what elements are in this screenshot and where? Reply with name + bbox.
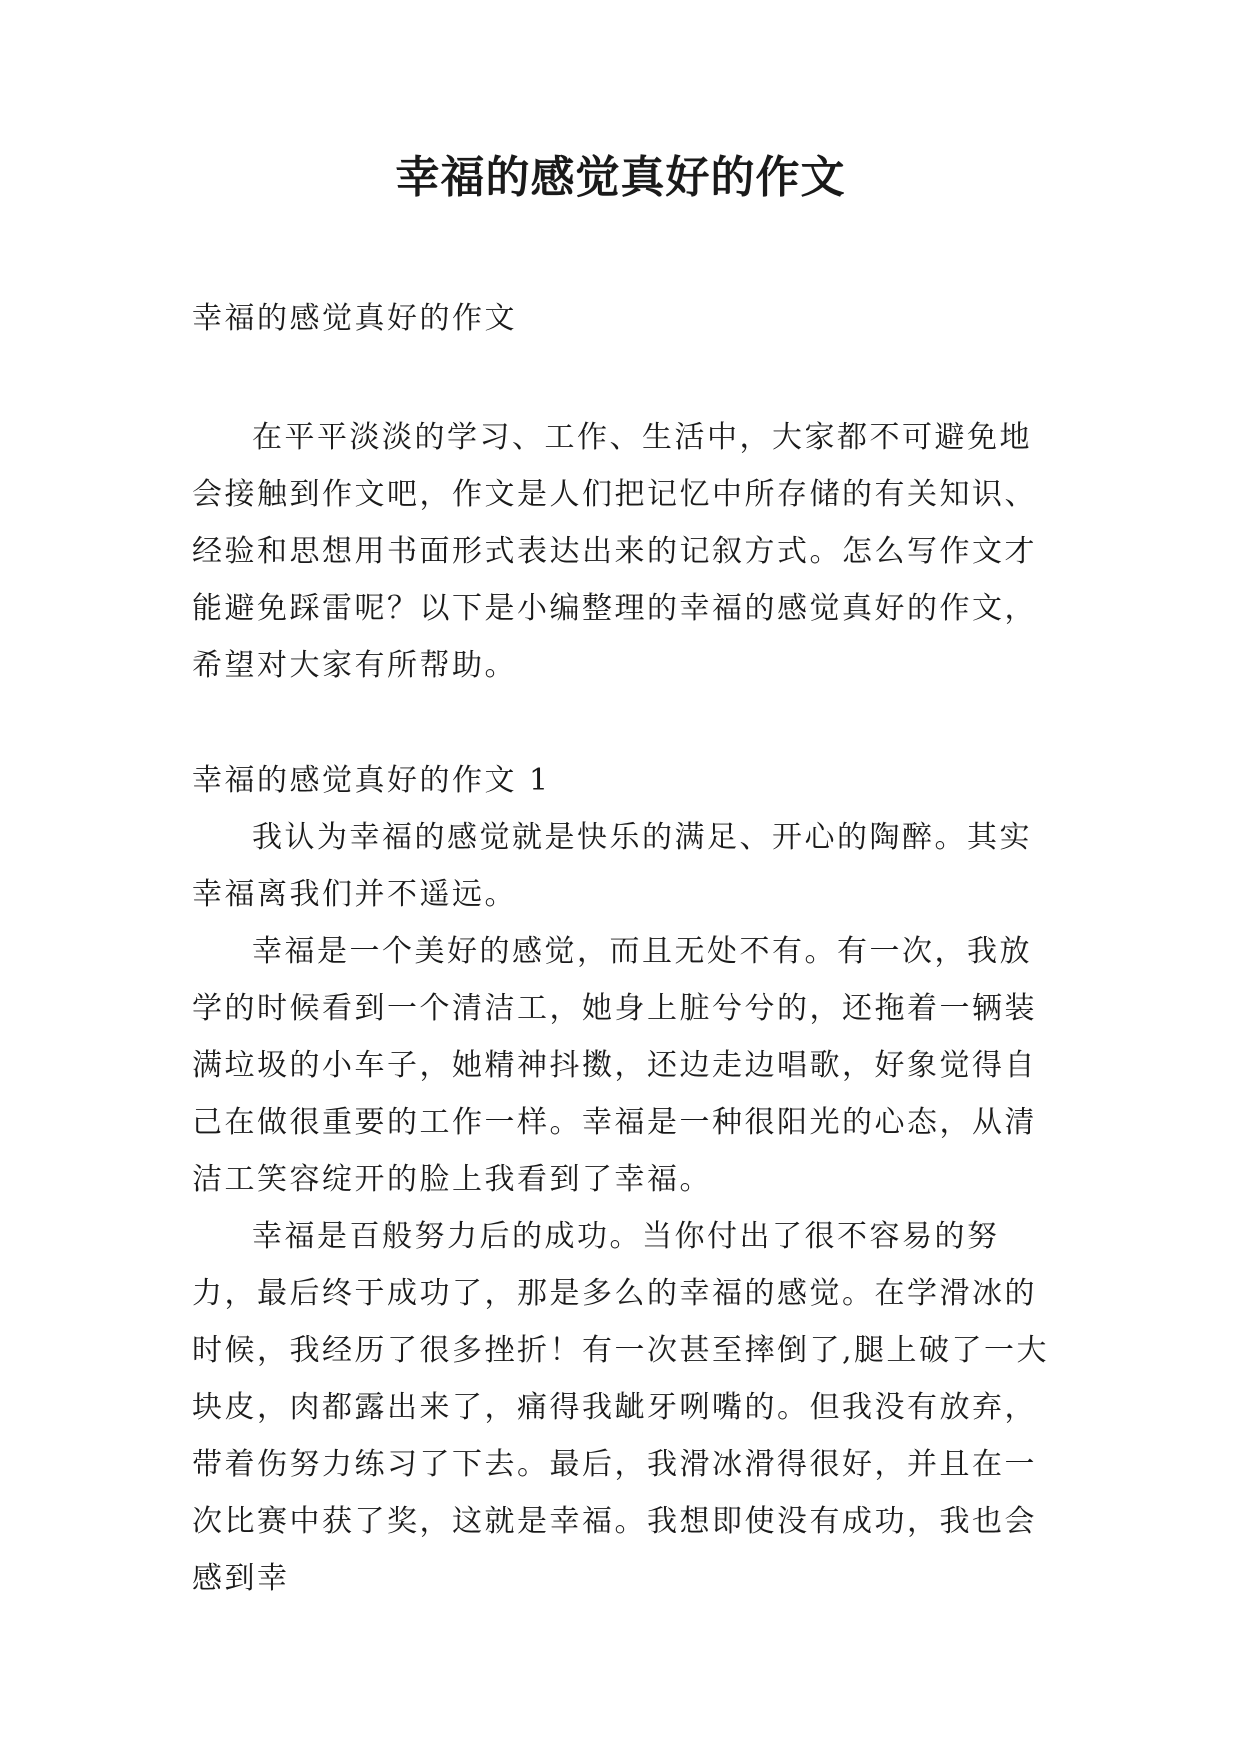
document-title: 幸福的感觉真好的作文 xyxy=(395,152,846,203)
section-heading: 幸福的感觉真好的作文 1 xyxy=(192,763,551,798)
intro-paragraph: 在平平淡淡的学习、工作、生活中，大家都不可避免地会接触到作文吧，作文是人们把记忆中所存储的有关知识、经验和思想用书面形式表达出来的记叙方式。怎么写作文才能避免踩雷呢？以下是小编整理的幸福的感觉真好的作文，希望对大家有所帮助。 xyxy=(192,420,1037,683)
body-paragraph-2: 幸福是一个美好的感觉，而且无处不有。有一次，我放学的时候看到一个清洁工，她身上脏兮兮的，还拖着一辆装满垃圾的小车子，她精神抖擞，还边走边唱歌，好象觉得自己在做很重要的工作一样。幸福是一种很阳光的心态，从清洁工笑容绽开的脸上我看到了幸福。 xyxy=(192,934,1037,1197)
body-paragraph-3: 幸福是百般努力后的成功。当你付出了很不容易的努力，最后终于成功了，那是多么的幸福的感觉。在学滑冰的时候，我经历了很多挫折！有一次甚至摔倒了,腿上破了一大块皮，肉都露出来了，痛得我龇牙咧嘴的。但我没有放弃，带着伤努力练习了下去。最后，我滑冰滑得很好，并且在一次比赛中获了奖，这就是幸福。我想即使没有成功，我也会感到幸 xyxy=(192,1219,1050,1596)
document-subtitle: 幸福的感觉真好的作文 xyxy=(192,301,517,336)
body-paragraph-1: 我认为幸福的感觉就是快乐的满足、开心的陶醉。其实幸福离我们并不遥远。 xyxy=(192,820,1032,912)
document-body xyxy=(192,290,1054,1607)
